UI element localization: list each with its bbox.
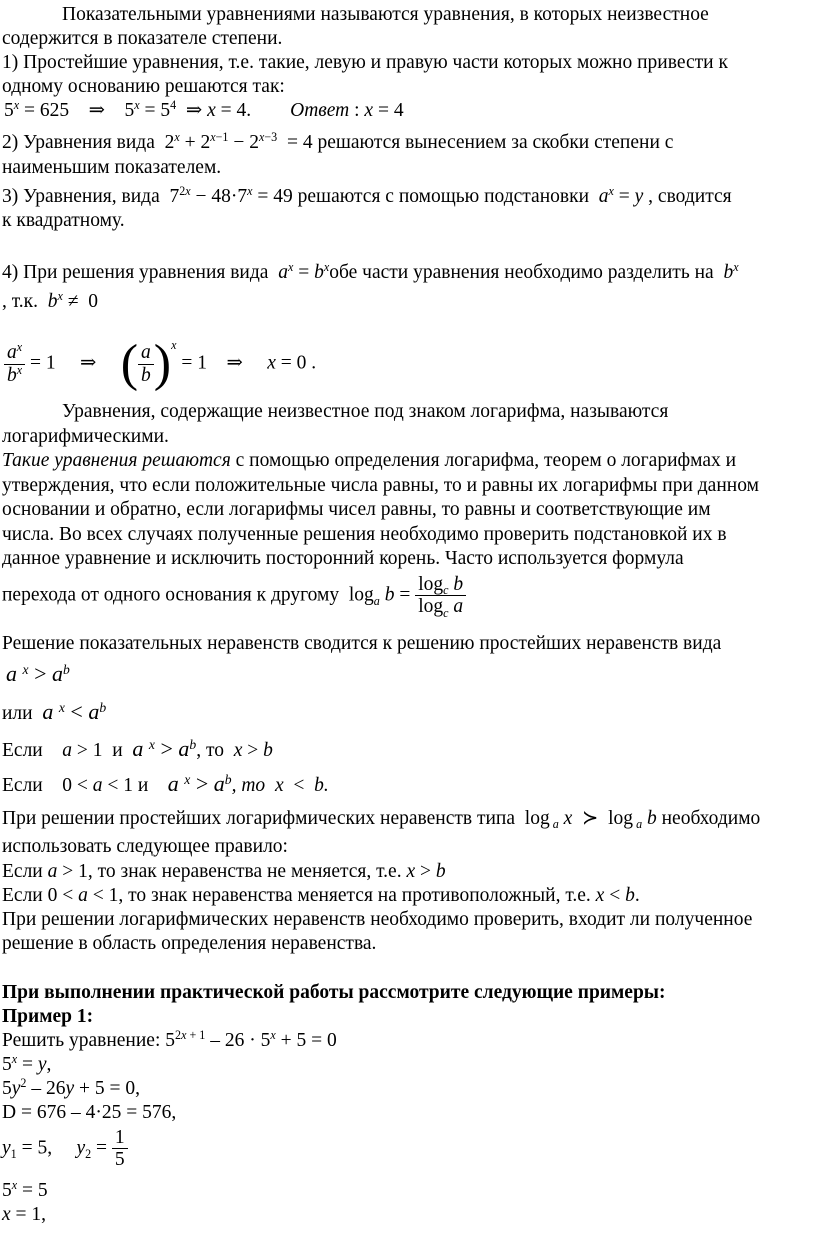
log-line-5: основании и обратно, если логарифмы чисел равны, то равны и соответствующие им — [2, 499, 711, 520]
intro-line-1: Показательными уравнениями называются уравнения, в которых неизвестное — [62, 4, 709, 25]
log-line-6: числа. Во всех случаях полученные решения необходимо проверить подстановкой их в — [2, 524, 727, 545]
item3-suffix: , сводится — [648, 186, 732, 207]
ineq-if-2: Если 0 < a < 1 и a $^x > a^b$, то x < b. — [2, 771, 329, 796]
ineq-line-1: Решение показательных неравенств сводится к решению простейших неравенств вида — [2, 633, 722, 654]
ineq-log-line: При решении простейших логарифмических неравенств типа log $_a$ x ≻ log $_a$ b необходимо — [2, 808, 761, 832]
example-title: Пример 1: — [2, 1006, 94, 1027]
log-line-4: утверждения, что если положительные числа равны, то и равны их логарифмы при данном — [2, 475, 759, 496]
ineq-check-1: При решении логарифмических неравенств необходимо проверить, входит ли полученное — [2, 909, 753, 930]
item2-prefix: 2) Уравнения вида — [2, 132, 155, 153]
item2-line-2: наименьшим показателем. — [2, 157, 222, 178]
item1-line-1: 1) Простейшие уравнения, т.е. такие, левую и правую части которых можно привести к — [2, 52, 728, 73]
ineq-rule-1: Если a > 1, то знак неравенства не меняется, т.е. x > b — [2, 861, 446, 882]
ineq-check-2: решение в область определения неравенства. — [2, 933, 377, 954]
item4-formula: $\frac{a^x}{b^x}$ = 1 ⇒ ( $\frac{a}{b}$ )$^x$ = 1 ⇒ x = 0 . — [4, 338, 316, 390]
item4-prefix: 4) При решения уравнения вида — [2, 262, 269, 283]
item4-line-2: , т.к. $b^x \ne 0$ — [2, 289, 98, 312]
ineq-if-1: Если a > 1 и a $^x > a^b$, то x > b — [2, 736, 273, 761]
example-step-4: $y_1 = 5$, $y_2$ = $\frac{1}{5}$ — [2, 1127, 128, 1171]
item1-formula: $5^x = 625$ ⇒ $5^x = 5^4$ ⇒ x = 4. Ответ : x = 4 — [4, 98, 404, 121]
example-step-3: D = 676 – 4·25 = 576, — [2, 1102, 177, 1123]
item2-line-1: 2) Уравнения вида $2^x + 2^{x-1} - 2^{x-3} = 4$ решаются вынесением за скобки степени с — [2, 130, 674, 153]
example-step-6: x = 1, — [2, 1204, 47, 1225]
ineq-form-1: a $^x > a^b$ — [6, 661, 70, 686]
item4-line-1: 4) При решения уравнения вида $a^x = b^xобе$ части уравнения необходимо разделить на $b^x$ — [2, 260, 739, 283]
item3-line-1: 3) Уравнения, вида $7^{2x} - 48\cdot 7^x = 49$ решаются с помощью подстановки $a^x = y$ , сводится — [2, 184, 732, 207]
item2-suffix: решаются вынесением за скобки степени с — [317, 132, 674, 153]
item4-l2-prefix: , т.к. — [2, 291, 39, 312]
log-line-7: данное уравнение и исключить посторонний корень. Часто используется формула — [2, 548, 684, 569]
practice-header: При выполнении практической работы рассмотрите следующие примеры: — [2, 982, 666, 1003]
ineq-rule-2: Если 0 < a < 1, то знак неравенства меняется на противоположный, т.е. x < b. — [2, 885, 640, 906]
item1-line-2: одному основанию решаются так: — [2, 76, 285, 97]
log-line-1: Уравнения, содержащие неизвестное под знаком логарифма, называются — [62, 401, 669, 422]
log-line-8-text: перехода от одного основания к другому — [2, 584, 340, 606]
log-line-3 — [2, 450, 736, 471]
log-line-8: перехода от одного основания к другому $\log_a b$ = $\frac{\log_c b}{\log_c a}$ — [2, 574, 466, 618]
or-word: или — [2, 703, 33, 724]
ineq-form-2: или a $^x < a^b$ — [2, 699, 107, 724]
example-step-1: $5^x = y$, — [2, 1052, 52, 1075]
example-step-5: $5^x = 5$ — [2, 1178, 48, 1201]
intro-line-2: содержится в показателе степени. — [2, 28, 283, 49]
item3-middle: решаются с помощью подстановки — [297, 186, 590, 207]
log-line-3-italic: Такие уравнения решаются — [2, 450, 231, 471]
example-equation: Решить уравнение: $5^{2x + 1} - 26 \cdot 5^x + 5 = 0$ — [2, 1028, 337, 1051]
example-step-2: $5y^2 - 26y + 5 = 0$, — [2, 1076, 140, 1099]
ineq-rule-intro: использовать следующее правило: — [2, 836, 288, 857]
log-line-2: логарифмическими. — [2, 426, 169, 447]
log-line-3-rest: с помощью определения логарифма, теорем о логарифмах и — [230, 450, 737, 471]
answer-word: Ответ — [290, 100, 350, 121]
item3-prefix: 3) Уравнения, вида — [2, 186, 160, 207]
item3-line-2: к квадратному. — [2, 210, 125, 231]
item4-middle: обе части уравнения необходимо разделить на — [329, 262, 714, 283]
